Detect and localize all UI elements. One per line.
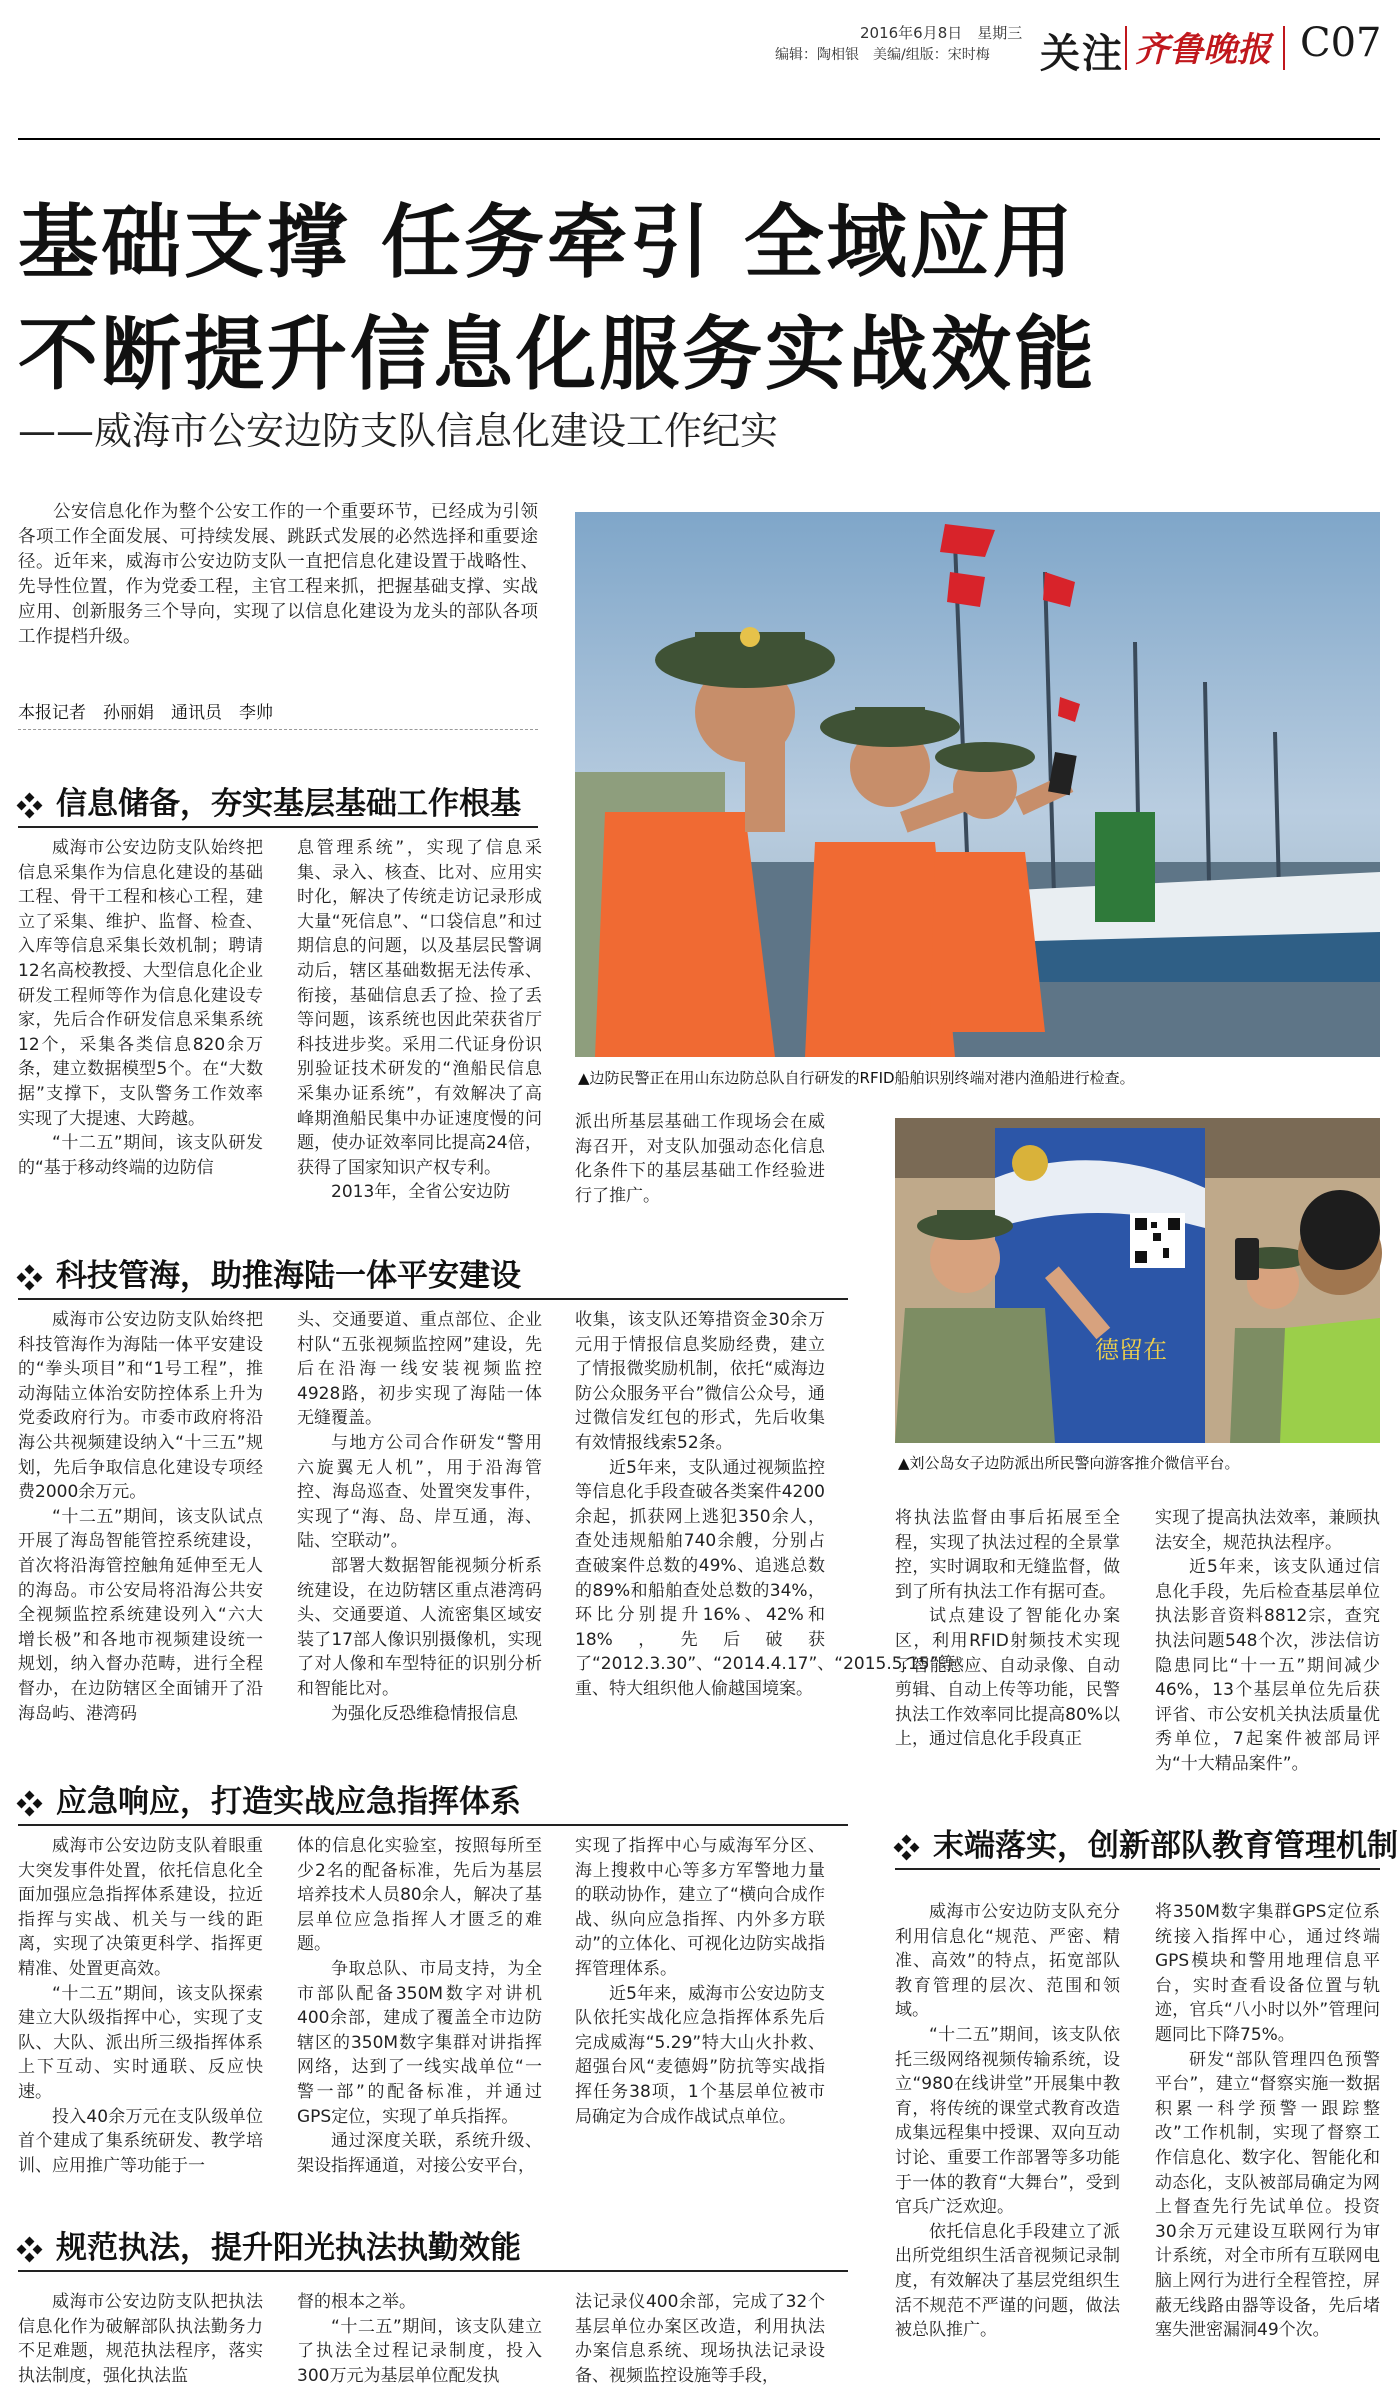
- section-5-column-3: 法记录仪400余部，完成了32个基层单位办案区改造，利用执法办案信息系统、现场执法记录设备、视频监控设施等手段，: [575, 2292, 825, 2386]
- section-5-column-2: 督的根本之举。 “十二五”期间，该支队建立了执法全过程记录制度，投入300万元为基层单位配发执: [297, 2292, 542, 2386]
- section-5-column-1: 威海市公安边防支队把执法信息化作为破解部队执法勤务力不足难题，规范执法程序，落实执法制度，强化执法监: [18, 2292, 263, 2386]
- section-1-column-2: 息管理系统”，实现了信息采集、录入、核查、比对、应用实时化，解决了传统走访记录形成大量“死信息”、“口袋信息”和过期信息的问题，以及基层民警调动后，辖区基础数据无法传承、衔接，基础信息丢了捡、捡了丢等问题，该系统也因此荣获省厅科技进步奖。采用二代证身份识别验证技术研发的“渔船民信息采集办证系统”，有效解决了高峰期渔船民集中办证速度慢的问题，使办证效率同比提高24倍，获得了国家知识产权专利。 2013年，全省公安边防: [297, 838, 542, 1203]
- diamond-bullet-icon: [18, 2238, 42, 2262]
- newspaper-logo: 齐鲁晚报: [1135, 30, 1271, 70]
- article-intro: 公安信息化作为整个公安工作的一个重要环节，已经成为引领各项工作全面发展、可持续发展、跳跃式发展的必然选择和重要途径。近年来，威海市公安边防支队一直把信息化建设置于战略性、先导性位置，作为党委工程，主官工程来抓，把握基础支撑、实战应用、创新服务三个导向，实现了以信息化建设为龙头的部队各项工作提档升级。: [18, 502, 538, 647]
- section-heading-1: 信息储备，夯实基层基础工作根基: [18, 778, 521, 823]
- masthead-rule: [18, 138, 1380, 140]
- diamond-bullet-icon: [18, 794, 42, 818]
- section-heading-4: 末端落实，创新部队教育管理机制: [895, 1820, 1398, 1865]
- issue-date: 2016年6月8日 星期三: [860, 24, 1023, 42]
- byline: 本报记者 孙丽娟 通讯员 李帅: [18, 698, 538, 730]
- editor-credits: 编辑：陶相银 美编/组版：宋时梅: [775, 47, 990, 63]
- section-3-column-2: 体的信息化实验室，按照每所至少2名的配备标准，先后为基层培养技术人员80余人，解决了基层单位应急指挥人才匮乏的难题。 争取总队、市局支持，为全市部队配备350M数字对讲机400余部，建成了覆盖全市边防辖区的350M数字集群对讲指挥网络，达到了一线实战单位“一警一部”的配备标准，并通过GPS定位，实现了单兵指挥。 通过深度关联，系统升级、架设指挥通道，对接公安平台，: [297, 1836, 542, 2176]
- section-rule: [18, 826, 538, 828]
- svg-text:德留在: 德留在: [1095, 1336, 1167, 1364]
- section-rule: [18, 1298, 848, 1300]
- masthead-divider: [1283, 26, 1285, 70]
- headline-line-1: 基础支撑 任务牵引 全域应用: [18, 196, 1076, 289]
- section-2-column-2: 头、交通要道、重点部位、企业村队“五张视频监控网”建设，先后在沿海一线安装视频监控4928路，初步实现了海陆一体无缝覆盖。 与地方公司合作研发“警用六旋翼无人机”，用于沿海管控、海岛巡查、处置突发事件，实现了“海、岛、岸互通，海、陆、空联动”。 部署大数据智能视频分析系统建设，在边防辖区重点港湾码头、交通要道、人流密集区域安装了17部人像识别摄像机，实现了对人像和车型特征的识别分析和智能比对。 为强化反恐维稳情报信息: [297, 1310, 542, 1724]
- section-4-column-1: 威海市公安边防支队充分利用信息化“规范、严密、精准、高效”的特点，拓宽部队教育管理的层次、范围和领域。 “十二五”期间，该支队依托三级网络视频传输系统，设立“980在线讲堂”开展集中教育，将传统的课堂式教育改造成集远程集中授课、双向互动讨论、重要工作部署等多功能于一体的教育“大舞台”，受到官兵广泛欢迎。 依托信息化手段建立了派出所党组织生活音视频记录制度，有效解决了基层党组织生活不规范不严谨的问题，做法被总队推广。: [895, 1902, 1120, 2341]
- section-2-column-1: 威海市公安边防支队始终把科技管海作为海陆一体平安建设的“拳头项目”和“1号工程”，推动海陆立体治安防控体系上升为党委政府行为。市委市政府将沿海公共视频建设纳入“十三五”规划，先后争取信息化建设专项经费2000余万元。 “十二五”期间，该支队试点开展了海岛智能管控系统建设，首次将沿海管控触角延伸至无人的海岛。市公安局将沿海公共安全视频监控系统建设列入“六大增长极”和各地市视频建设统一规划，纳入督办范畴，进行全程督办，在边防辖区全面铺开了沿海岛屿、港湾码: [18, 1310, 263, 1724]
- section-3-column-3: 实现了指挥中心与威海军分区、海上搜救中心等多方军警地力量的联动协作，建立了“横向合成作战、纵向应急指挥、内外多方联动”的立体化、可视化边防实战指挥管理体系。 近5年来，威海市公安边防支队依托实战化应急指挥体系先后完成威海“5.29”特大山火扑救、超强台风“麦德姆”防抗等实战指挥任务38项，1个基层单位被市局确定为合成作战试点单位。: [575, 1836, 825, 2127]
- masthead-divider: [1125, 26, 1127, 70]
- diamond-bullet-icon: [895, 1836, 919, 1860]
- section-2-column-3: 收集，该支队还筹措资金30余万元用于情报信息奖励经费，建立了情报微奖励机制，依托“威海边防公众服务平台”微信公众号，通过微信发红包的形式，先后收集有效情报线索52条。 近5年来，支队通过视频监控等信息化手段查破各类案件4200余起，抓获网上逃犯350余人，查处违规船舶740余艘，分别占查破案件总数的49%、追逃总数的89%和船舶查处总数的34%，环比分别提升16%、42%和18%，先后破获了“2012.3.30”、“2014.4.17”、“2015.5.15”等重、特大组织他人偷越国境案。: [575, 1310, 956, 1699]
- photo-wechat-promotion: [895, 1118, 1380, 1443]
- diamond-bullet-icon: [18, 1266, 42, 1290]
- section-3-column-1: 威海市公安边防支队着眼重大突发事件处置，依托信息化全面加强应急指挥体系建设，拉近指挥与实战、机关与一线的距离，实现了决策更科学、指挥更精准、处置更高效。 “十二五”期间，该支队探索建立大队级指挥中心，实现了支队、大队、派出所三级指挥体系上下互动、实时通联、反应快速。 投入40余万元在支队级单位首个建成了集系统研发、教学培训、应用推广等功能于一: [18, 1836, 263, 2176]
- section-1-column-3: 派出所基层基础工作现场会在威海召开，对支队加强动态化信息化条件下的基层基础工作经验进行了推广。: [575, 1112, 825, 1206]
- section-4-column-2: 将350M数字集群GPS定位系统接入指挥中心，通过终端GPS模块和警用地理信息平台，实时查看设备位置与轨迹，官兵“八小时以外”管理问题同比下降75%。 研发“部队管理四色预警平台”，建立“督察实施一数据积累一科学预警一跟踪整改”工作机制，实现了督察工作信息化、数字化、智能化和动态化，支队被部局确定为网上督查先行先试单位。投资30余万元建设互联网行为审计系统，对全市所有互联网电脑上网行为进行全程管控，屏蔽无线路由器等设备，先后堵塞失泄密漏洞49个次。: [1155, 1902, 1380, 2341]
- section-2-column-5: 实现了提高执法效率，兼顾执法安全，规范执法程序。 近5年来，该支队通过信息化手段，先后检查基层单位执法影音资料8812宗，查究执法问题548个次，涉法信访隐患同比“十一五”期间减少46%，13个基层单位先后获评省、市公安机关执法质量优秀单位，7起案件被部局评为“十大精品案件”。: [1155, 1508, 1380, 1774]
- section-heading-3: 应急响应，打造实战应急指挥体系: [18, 1776, 521, 1821]
- headline-line-2: 不断提升信息化服务实战效能: [18, 308, 1097, 401]
- section-heading-5: 规范执法，提升阳光执法执勤效能: [18, 2222, 521, 2267]
- page-number: C07: [1300, 20, 1382, 66]
- section-heading-2: 科技管海，助推海陆一体平安建设: [18, 1250, 521, 1295]
- photo-caption-main: ▲边防民警正在用山东边防总队自行研发的RFID船舶识别终端对港内渔船进行检查。: [578, 1069, 1135, 1087]
- photo-border-patrol-rfid: [575, 512, 1380, 1057]
- photo-caption-second: ▲刘公岛女子边防派出所民警向游客推介微信平台。: [898, 1454, 1240, 1472]
- headline-subtitle: ——威海市公安边防支队信息化建设工作纪实: [18, 409, 779, 453]
- section-1-column-1: 威海市公安边防支队始终把信息采集作为信息化建设的基础工程、骨干工程和核心工程，建立了采集、维护、监督、检查、入库等信息采集长效机制；聘请12名高校教授、大型信息化企业研发工程师等作为信息化建设专家，先后合作研发信息采集系统12个，采集各类信息820余万条，建立数据模型5个。在“大数据”支撑下，支队警务工作效率实现了大提速、大跨越。 “十二五”期间，该支队研发的“基于移动终端的边防信: [18, 838, 263, 1178]
- section-rule: [895, 1868, 1380, 1870]
- section-rule: [18, 1824, 848, 1826]
- section-2-column-4: 将执法监督由事后拓展至全程，实现了执法过程的全景掌控，实时调取和无缝监督，做到了所有执法工作有据可查。 试点建设了智能化办案区，利用RFID射频技术实现了智能感应、自动录像、自动剪辑、自动上传等功能，民警执法工作效率同比提高80%以上，通过信息化手段真正: [895, 1508, 1120, 1750]
- section-rule: [18, 2270, 848, 2272]
- section-name: 关注: [1040, 31, 1124, 77]
- diamond-bullet-icon: [18, 1792, 42, 1816]
